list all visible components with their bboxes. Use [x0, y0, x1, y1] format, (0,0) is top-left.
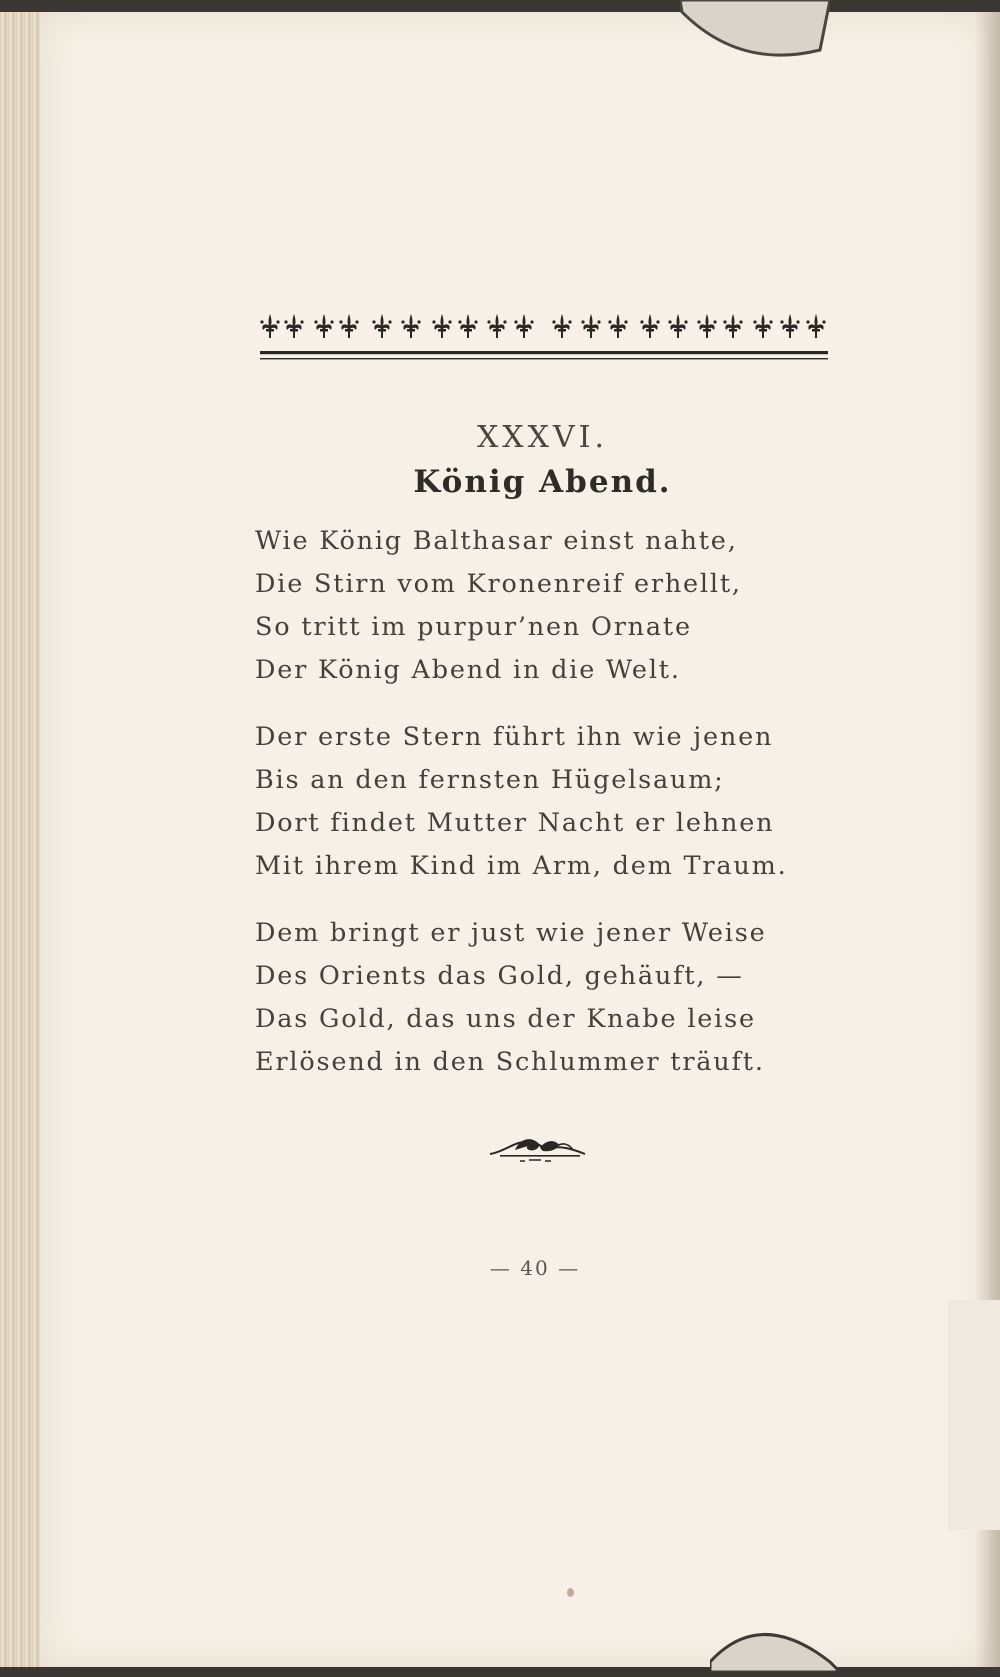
poem-number: XXXVI. — [476, 420, 609, 455]
floral-vignette-ornament — [485, 1130, 595, 1170]
stanza-line: Der erste Stern führt ihn wie jenen — [255, 722, 774, 752]
paper-tab — [948, 1300, 1000, 1530]
poem-title: König Abend. — [413, 464, 672, 500]
stanza-line: Bis an den fernsten Hügelsaum; — [255, 765, 725, 795]
scanner-bottom-edge — [0, 1667, 1000, 1677]
stanza-line: Dort findet Mutter Nacht er lehnen — [255, 808, 775, 838]
fleur-de-lis-border-ornament — [260, 310, 830, 366]
stanza-line: Der König Abend in die Welt. — [255, 655, 681, 685]
scanner-top-edge — [0, 0, 1000, 12]
page-number: — 40 — — [489, 1256, 581, 1280]
stanza-2 — [255, 716, 855, 888]
page-clip-bottom — [710, 1612, 840, 1672]
stanza-line: Wie König Balthasar einst nahte, — [255, 526, 738, 556]
stanza-line: Des Orients das Gold, gehäuft, — — [255, 961, 744, 991]
stanza-line: Erlösend in den Schlummer träuft. — [255, 1047, 765, 1077]
stanza-line: Dem bringt er just wie jener Weise — [255, 918, 767, 948]
stanza-3 — [255, 912, 855, 1084]
stanza-1 — [255, 520, 855, 692]
stanza-line: Die Stirn vom Kronenreif erhellt, — [255, 569, 742, 599]
stanza-line: Das Gold, das uns der Knabe leise — [255, 1004, 756, 1034]
page-clip-top — [680, 0, 830, 70]
paper-stain — [567, 1588, 574, 1597]
stanza-line: Mit ihrem Kind im Arm, dem Traum. — [255, 851, 788, 881]
stanza-line: So tritt im purpur’nen Ornate — [255, 612, 692, 642]
page-edges — [0, 0, 40, 1677]
